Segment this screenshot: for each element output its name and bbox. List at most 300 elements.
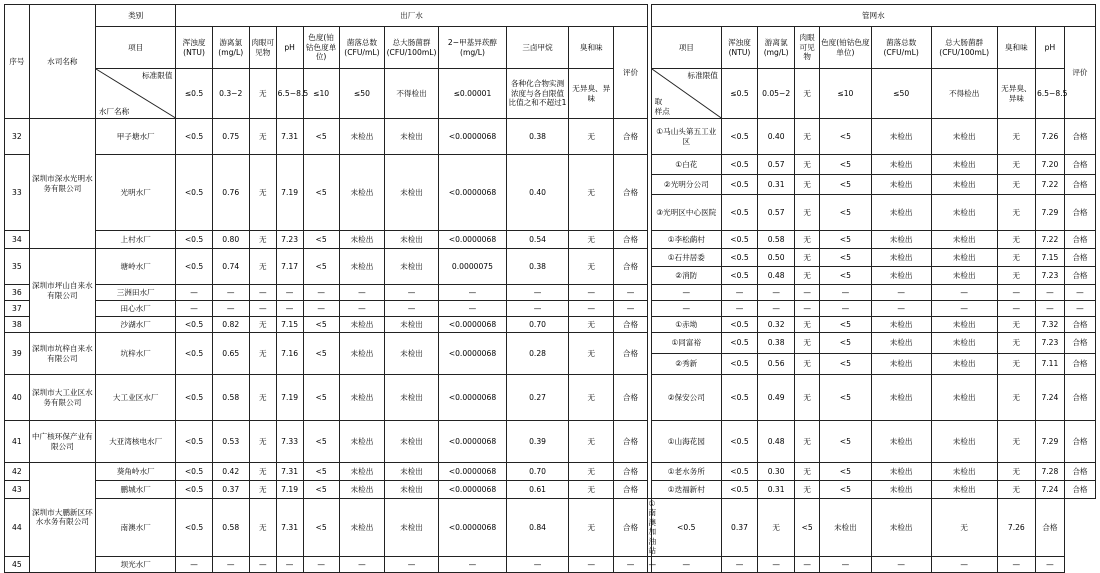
plant-name-cell: 鹏城水厂 — [95, 481, 176, 499]
outlet-value-cell: — — [212, 556, 249, 572]
pipe-col-header: pH — [1035, 27, 1064, 69]
outlet-value-cell: 未检出 — [339, 231, 384, 249]
outlet-value-cell: 0.61 — [507, 481, 569, 499]
sample-label-2: 样点 — [654, 106, 670, 116]
pipe-value-cell: — — [758, 301, 795, 317]
sample-point-cell: ①南澳加油站 — [648, 499, 657, 556]
pipe-value-cell: 合格 — [1064, 354, 1095, 375]
outlet-value-cell: 无 — [569, 231, 614, 249]
company-cell: 深圳市大工业区水务有限公司 — [29, 375, 95, 421]
outlet-col-limit: ≤0.00001 — [438, 69, 506, 119]
outlet-col-header: 菌落总数(CFU/mL) — [339, 27, 384, 69]
pipe-value-cell: 0.31 — [758, 481, 795, 499]
pipe-value-cell: 7.23 — [1035, 267, 1064, 285]
outlet-value-cell: 7.31 — [276, 119, 303, 155]
pipe-col-header: 游离氯(mg/L) — [758, 27, 795, 69]
pipe-value-cell: — — [758, 285, 795, 301]
pipe-value-cell: <5 — [820, 463, 872, 481]
pipe-value-cell: <0.5 — [651, 499, 721, 557]
pipe-value-cell: 未检出 — [871, 333, 931, 354]
pipe-value-cell: — — [721, 556, 757, 572]
outlet-value-cell: — — [569, 556, 614, 572]
table-row — [5, 231, 1096, 249]
pipe-value-cell: 未检出 — [871, 375, 931, 421]
outlet-value-cell: 无 — [569, 119, 614, 155]
outlet-value-cell: — — [303, 301, 339, 317]
category-header: 类别 — [95, 5, 176, 27]
pipe-value-cell: <0.5 — [721, 231, 757, 249]
pipe-value-cell: — — [795, 301, 820, 317]
pipe-value-cell: 合格 — [1064, 317, 1095, 333]
standard-diag-header — [95, 69, 176, 119]
pipe-col-limit: ≤10 — [820, 69, 872, 119]
pipe-item-header: 项目 — [651, 27, 721, 69]
outlet-value-cell: <0.5 — [176, 333, 212, 375]
pipe-col-limit: 无 — [795, 69, 820, 119]
outlet-col-header: 浑浊度(NTU) — [176, 27, 212, 69]
outlet-value-cell: 7.19 — [276, 155, 303, 231]
pipe-value-cell: 合格 — [1064, 481, 1095, 499]
outlet-value-cell: — — [438, 301, 506, 317]
outlet-value-cell: 0.37 — [212, 481, 249, 499]
outlet-value-cell: 未检出 — [385, 481, 439, 499]
pipe-value-cell: 7.24 — [1035, 481, 1064, 499]
outlet-value-cell: <0.5 — [176, 231, 212, 249]
pipe-eval-header: 评价 — [1064, 27, 1095, 119]
pipe-value-cell: 无 — [997, 463, 1035, 481]
outlet-value-cell: 未检出 — [385, 333, 439, 375]
pipe-value-cell: 无 — [795, 175, 820, 195]
pipe-col-header: 菌落总数(CFU/mL) — [871, 27, 931, 69]
outlet-value-cell: — — [176, 556, 212, 572]
pipe-value-cell: — — [1064, 285, 1095, 301]
outlet-value-cell: 无 — [249, 499, 276, 557]
pipe-value-cell: 0.31 — [758, 175, 795, 195]
outlet-value-cell: 未检出 — [385, 231, 439, 249]
seq-cell: 34 — [5, 231, 30, 249]
pipe-value-cell: — — [721, 285, 757, 301]
outlet-value-cell: 合格 — [614, 155, 647, 231]
outlet-value-cell: 合格 — [614, 317, 647, 333]
plant-name-cell: 南澳水厂 — [95, 499, 176, 557]
outlet-col-header: 肉眼可见物 — [249, 27, 276, 69]
pipe-value-cell: <5 — [820, 195, 872, 231]
pipe-value-cell: 合格 — [1064, 249, 1095, 267]
pipe-value-cell: — — [820, 301, 872, 317]
pipe-value-cell: 合格 — [1064, 195, 1095, 231]
outlet-value-cell: <0.5 — [176, 499, 212, 557]
pipe-value-cell: 合格 — [1064, 375, 1095, 421]
outlet-value-cell: 未检出 — [339, 463, 384, 481]
pipe-value-cell: <5 — [820, 317, 872, 333]
pipe-value-cell: 7.15 — [1035, 249, 1064, 267]
outlet-value-cell: 7.15 — [276, 317, 303, 333]
sample-point-cell: ③光明区中心医院 — [651, 195, 721, 231]
outlet-value-cell: — — [507, 301, 569, 317]
pipe-value-cell: 未检出 — [820, 499, 872, 557]
pipe-value-cell: 0.50 — [758, 249, 795, 267]
table-row — [5, 119, 1096, 155]
pipe-col-header: 浑浊度(NTU) — [721, 27, 757, 69]
table-row — [5, 556, 1096, 572]
pipe-value-cell: 0.37 — [721, 499, 757, 557]
pipe-value-cell: 合格 — [1064, 333, 1095, 354]
pipe-value-cell: <0.5 — [721, 375, 757, 421]
sample-point-cell: ①老水务所 — [651, 463, 721, 481]
pipe-value-cell: 无 — [997, 317, 1035, 333]
pipe-value-cell: <0.5 — [721, 317, 757, 333]
outlet-value-cell: <0.0000068 — [438, 317, 506, 333]
outlet-value-cell: — — [249, 301, 276, 317]
pipe-value-cell: 无 — [931, 499, 997, 557]
pipe-value-cell: 未检出 — [871, 354, 931, 375]
outlet-value-cell: <0.5 — [176, 375, 212, 421]
pipe-value-cell: — — [795, 556, 820, 572]
pipe-value-cell: 无 — [795, 249, 820, 267]
seq-cell: 32 — [5, 119, 30, 155]
pipe-col-limit: 0.05−2 — [758, 69, 795, 119]
table-row — [5, 421, 1096, 463]
pipe-value-cell: 7.22 — [1035, 175, 1064, 195]
pipe-value-cell: <5 — [820, 375, 872, 421]
pipe-value-cell: <0.5 — [721, 481, 757, 499]
pipe-value-cell: 未检出 — [871, 119, 931, 155]
outlet-col-header: pH — [276, 27, 303, 69]
outlet-col-limit: 6.5−8.5 — [276, 69, 303, 119]
plant-name-cell: 塘岭水厂 — [95, 249, 176, 285]
outlet-value-cell: 0.42 — [212, 463, 249, 481]
outlet-value-cell: <5 — [303, 421, 339, 463]
pipe-value-cell: 未检出 — [871, 499, 931, 557]
pipe-value-cell: 0.49 — [758, 375, 795, 421]
pipe-col-header: 臭和味 — [997, 27, 1035, 69]
outlet-value-cell: 未检出 — [385, 119, 439, 155]
standard-label: 标准限值 — [142, 71, 173, 80]
outlet-value-cell: — — [212, 301, 249, 317]
pipe-value-cell: — — [1064, 301, 1095, 317]
pipe-value-cell: 未检出 — [871, 267, 931, 285]
pipe-value-cell: 未检出 — [871, 481, 931, 499]
pipe-value-cell: — — [931, 285, 997, 301]
outlet-value-cell: 0.39 — [507, 421, 569, 463]
pipe-value-cell: 未检出 — [931, 119, 997, 155]
outlet-value-cell: — — [249, 556, 276, 572]
outlet-value-cell: 0.70 — [507, 317, 569, 333]
seq-cell: 44 — [5, 499, 30, 557]
outlet-value-cell: 7.23 — [276, 231, 303, 249]
outlet-value-cell: 未检出 — [339, 119, 384, 155]
pipe-col-limit: ≤0.5 — [721, 69, 757, 119]
outlet-value-cell: <5 — [303, 231, 339, 249]
pipe-standard-label: 标准限值 — [687, 71, 718, 80]
pipe-value-cell: 0.38 — [758, 333, 795, 354]
company-cell: 深圳市坪山自来水有限公司 — [29, 249, 95, 333]
outlet-value-cell: 0.58 — [212, 499, 249, 557]
pipe-value-cell: 无 — [997, 354, 1035, 375]
pipe-value-cell: <0.5 — [721, 333, 757, 354]
outlet-value-cell: — — [614, 301, 647, 317]
outlet-value-cell: 0.74 — [212, 249, 249, 285]
outlet-value-cell: 无 — [249, 333, 276, 375]
pipe-value-cell: 无 — [997, 375, 1035, 421]
outlet-col-limit: 无异臭、异味 — [569, 69, 614, 119]
pipe-value-cell: 7.11 — [1035, 354, 1064, 375]
pipe-value-cell: 0.57 — [758, 195, 795, 231]
pipe-value-cell: 合格 — [1064, 155, 1095, 175]
item-header: 项目 — [95, 27, 176, 69]
outlet-value-cell: — — [339, 285, 384, 301]
company-cell: 深圳市大鹏新区环水水务有限公司 — [29, 463, 95, 573]
table-row — [5, 481, 1096, 499]
outlet-value-cell: <0.5 — [176, 481, 212, 499]
sample-point-cell: ①李松蓢村 — [651, 231, 721, 249]
outlet-value-cell: 7.19 — [276, 481, 303, 499]
outlet-value-cell: <0.0000068 — [438, 421, 506, 463]
pipe-col-limit: ≤50 — [871, 69, 931, 119]
pipe-value-cell: <0.5 — [721, 421, 757, 463]
outlet-value-cell: <5 — [303, 333, 339, 375]
outlet-value-cell: 未检出 — [385, 249, 439, 285]
outlet-value-cell: 0.82 — [212, 317, 249, 333]
pipe-value-cell: <0.5 — [721, 175, 757, 195]
outlet-value-cell: <5 — [303, 249, 339, 285]
plant-name-cell: 光明水厂 — [95, 155, 176, 231]
outlet-value-cell: 0.58 — [212, 375, 249, 421]
pipe-value-cell: 无 — [997, 481, 1035, 499]
pipe-value-cell: 无 — [795, 267, 820, 285]
pipe-value-cell: 未检出 — [871, 195, 931, 231]
pipe-value-cell: 无 — [997, 155, 1035, 175]
outlet-col-header: 三卤甲烷 — [507, 27, 569, 69]
pipe-sample-diag-header — [651, 69, 721, 119]
outlet-value-cell: — — [176, 301, 212, 317]
pipe-value-cell: — — [795, 285, 820, 301]
outlet-value-cell: 合格 — [614, 463, 647, 481]
pipe-value-cell: 未检出 — [931, 375, 997, 421]
outlet-col-limit: ≤0.5 — [176, 69, 212, 119]
outlet-value-cell: — — [303, 285, 339, 301]
outlet-value-cell: <0.5 — [176, 463, 212, 481]
outlet-value-cell: — — [569, 285, 614, 301]
plant-name-cell: 大工业区水厂 — [95, 375, 176, 421]
sample-point-cell: ①山海花园 — [651, 421, 721, 463]
outlet-value-cell: 0.84 — [507, 499, 569, 557]
pipe-col-limit: 6.5−8.5 — [1035, 69, 1064, 119]
outlet-value-cell: 7.31 — [276, 499, 303, 557]
outlet-col-limit: 0.3−2 — [212, 69, 249, 119]
outlet-value-cell: 未检出 — [339, 333, 384, 375]
sample-point-cell: ①迭福新村 — [651, 481, 721, 499]
plant-name-cell: 坑梓水厂 — [95, 333, 176, 375]
outlet-value-cell: — — [212, 285, 249, 301]
plant-name-cell: 坝光水厂 — [95, 556, 176, 572]
outlet-value-cell: — — [507, 285, 569, 301]
outlet-value-cell: — — [614, 285, 647, 301]
pipe-value-cell: 无 — [795, 155, 820, 175]
outlet-value-cell: 未检出 — [385, 375, 439, 421]
outlet-value-cell: 无 — [569, 333, 614, 375]
outlet-value-cell: <0.0000068 — [438, 463, 506, 481]
pipe-value-cell: 合格 — [1064, 119, 1095, 155]
outlet-value-cell: 0.54 — [507, 231, 569, 249]
outlet-value-cell: — — [339, 556, 384, 572]
pipe-value-cell: 未检出 — [871, 175, 931, 195]
pipe-value-cell: 无 — [997, 195, 1035, 231]
outlet-value-cell: 无 — [249, 249, 276, 285]
outlet-value-cell: <5 — [303, 463, 339, 481]
outlet-value-cell: — — [438, 556, 506, 572]
pipe-value-cell: <5 — [820, 155, 872, 175]
plant-name-cell: 田心水厂 — [95, 301, 176, 317]
pipe-value-cell: 合格 — [1064, 175, 1095, 195]
pipe-value-cell: 无 — [997, 119, 1035, 155]
outlet-col-header: 臭和味 — [569, 27, 614, 69]
pipe-value-cell: — — [651, 556, 721, 572]
pipe-value-cell: 0.58 — [758, 231, 795, 249]
table-row — [5, 155, 1096, 175]
outlet-value-cell: 7.17 — [276, 249, 303, 285]
pipe-value-cell: — — [871, 301, 931, 317]
pipe-value-cell: 未检出 — [931, 267, 997, 285]
pipe-value-cell: <0.5 — [721, 249, 757, 267]
outlet-value-cell: 无 — [249, 119, 276, 155]
outlet-value-cell: 未检出 — [339, 155, 384, 231]
outlet-value-cell: 合格 — [614, 231, 647, 249]
pipe-value-cell: 未检出 — [871, 463, 931, 481]
outlet-value-cell: <5 — [303, 375, 339, 421]
seq-cell: 41 — [5, 421, 30, 463]
outlet-value-cell: 未检出 — [385, 421, 439, 463]
pipe-value-cell: 0.30 — [758, 463, 795, 481]
pipe-value-cell: 未检出 — [931, 463, 997, 481]
outlet-value-cell: 0.70 — [507, 463, 569, 481]
plant-name-label: 水厂名称 — [98, 106, 130, 116]
sample-point-cell: ②光明分公司 — [651, 175, 721, 195]
pipe-value-cell: — — [820, 556, 872, 572]
outlet-value-cell: 未检出 — [385, 463, 439, 481]
seq-cell: 39 — [5, 333, 30, 375]
seq-cell: 42 — [5, 463, 30, 481]
outlet-value-cell: 0.76 — [212, 155, 249, 231]
outlet-value-cell: 无 — [569, 375, 614, 421]
pipe-value-cell: — — [871, 285, 931, 301]
outlet-value-cell: 合格 — [614, 119, 647, 155]
outlet-value-cell: 0.28 — [507, 333, 569, 375]
table-row — [5, 499, 1096, 557]
outlet-value-cell: <0.5 — [176, 119, 212, 155]
seq-cell: 35 — [5, 249, 30, 285]
pipe-value-cell: 无 — [997, 421, 1035, 463]
pipe-value-cell: 0.40 — [758, 119, 795, 155]
pipe-value-cell: 7.20 — [1035, 155, 1064, 175]
pipe-value-cell: 0.48 — [758, 267, 795, 285]
pipe-value-cell: <5 — [820, 119, 872, 155]
seq-cell: 40 — [5, 375, 30, 421]
outlet-value-cell: 无 — [249, 463, 276, 481]
outlet-col-limit: 不得检出 — [385, 69, 439, 119]
pipe-value-cell: 未检出 — [931, 333, 997, 354]
pipe-col-limit: 不得检出 — [931, 69, 997, 119]
outlet-value-cell: — — [438, 285, 506, 301]
outlet-value-cell: 未检出 — [385, 499, 439, 557]
pipe-value-cell: 无 — [795, 375, 820, 421]
outlet-value-cell: <0.0000068 — [438, 375, 506, 421]
pipe-value-cell: <0.5 — [721, 195, 757, 231]
outlet-value-cell: 合格 — [614, 249, 647, 285]
outlet-value-cell: 7.33 — [276, 421, 303, 463]
seq-header: 序号 — [5, 5, 30, 119]
plant-name-cell: 三洲田水厂 — [95, 285, 176, 301]
outlet-value-cell: 合格 — [614, 499, 647, 557]
pipe-value-cell: 无 — [795, 421, 820, 463]
outlet-value-cell: — — [276, 285, 303, 301]
sample-point-cell: ②消防 — [651, 267, 721, 285]
pipe-value-cell: 未检出 — [931, 231, 997, 249]
outlet-eval-header: 评价 — [614, 27, 647, 119]
outlet-value-cell: 未检出 — [339, 249, 384, 285]
outlet-value-cell: <0.5 — [176, 421, 212, 463]
outlet-value-cell: 0.53 — [212, 421, 249, 463]
outlet-col-limit: 各种化合物实测浓度与各自限值比值之和不超过1 — [507, 69, 569, 119]
pipe-col-limit: 无异臭、异味 — [997, 69, 1035, 119]
pipe-value-cell: 无 — [795, 481, 820, 499]
outlet-value-cell: 7.31 — [276, 463, 303, 481]
outlet-col-header: 色度(铂钴色度单位) — [303, 27, 339, 69]
outlet-col-header: 总大肠菌群(CFU/100mL) — [385, 27, 439, 69]
outlet-value-cell: 未检出 — [339, 421, 384, 463]
outlet-value-cell: 无 — [249, 317, 276, 333]
pipe-value-cell: — — [1035, 556, 1064, 572]
outlet-value-cell: <5 — [303, 481, 339, 499]
seq-cell: 43 — [5, 481, 30, 499]
table-row — [5, 463, 1096, 481]
outlet-value-cell: 无 — [569, 155, 614, 231]
outlet-value-cell: — — [249, 285, 276, 301]
pipe-value-cell: 无 — [795, 463, 820, 481]
pipe-value-cell: 无 — [758, 499, 795, 557]
outlet-value-cell: <0.0000068 — [438, 499, 506, 557]
pipe-value-cell: 未检出 — [931, 354, 997, 375]
outlet-col-header: 2−甲基异莰醇(mg/L) — [438, 27, 506, 69]
pipe-value-cell: 未检出 — [931, 481, 997, 499]
outlet-value-cell: <5 — [303, 499, 339, 557]
outlet-value-cell: 7.16 — [276, 333, 303, 375]
outlet-value-cell: 无 — [249, 481, 276, 499]
outlet-value-cell: 0.80 — [212, 231, 249, 249]
sample-point-cell: — — [647, 556, 651, 572]
outlet-value-cell: <0.5 — [176, 155, 212, 231]
pipe-value-cell: — — [758, 556, 795, 572]
outlet-value-cell: — — [303, 556, 339, 572]
pipe-value-cell: 合格 — [1035, 499, 1064, 557]
pipe-value-cell: — — [820, 285, 872, 301]
sample-point-cell: ①马山头第五工业区 — [651, 119, 721, 155]
pipe-value-cell: 7.23 — [1035, 333, 1064, 354]
sample-point-cell: ①赤坳 — [651, 317, 721, 333]
outlet-value-cell: 合格 — [614, 421, 647, 463]
outlet-value-cell: — — [507, 556, 569, 572]
pipe-value-cell: <0.5 — [721, 354, 757, 375]
outlet-value-cell: — — [385, 556, 439, 572]
outlet-value-cell: 无 — [249, 421, 276, 463]
pipe-value-cell: 合格 — [1064, 267, 1095, 285]
pipe-value-cell: 未检出 — [871, 317, 931, 333]
outlet-value-cell: 未检出 — [339, 375, 384, 421]
pipe-value-cell: 7.29 — [1035, 195, 1064, 231]
pipe-value-cell: 7.29 — [1035, 421, 1064, 463]
pipe-value-cell: <0.5 — [721, 119, 757, 155]
outlet-col-limit: ≤10 — [303, 69, 339, 119]
